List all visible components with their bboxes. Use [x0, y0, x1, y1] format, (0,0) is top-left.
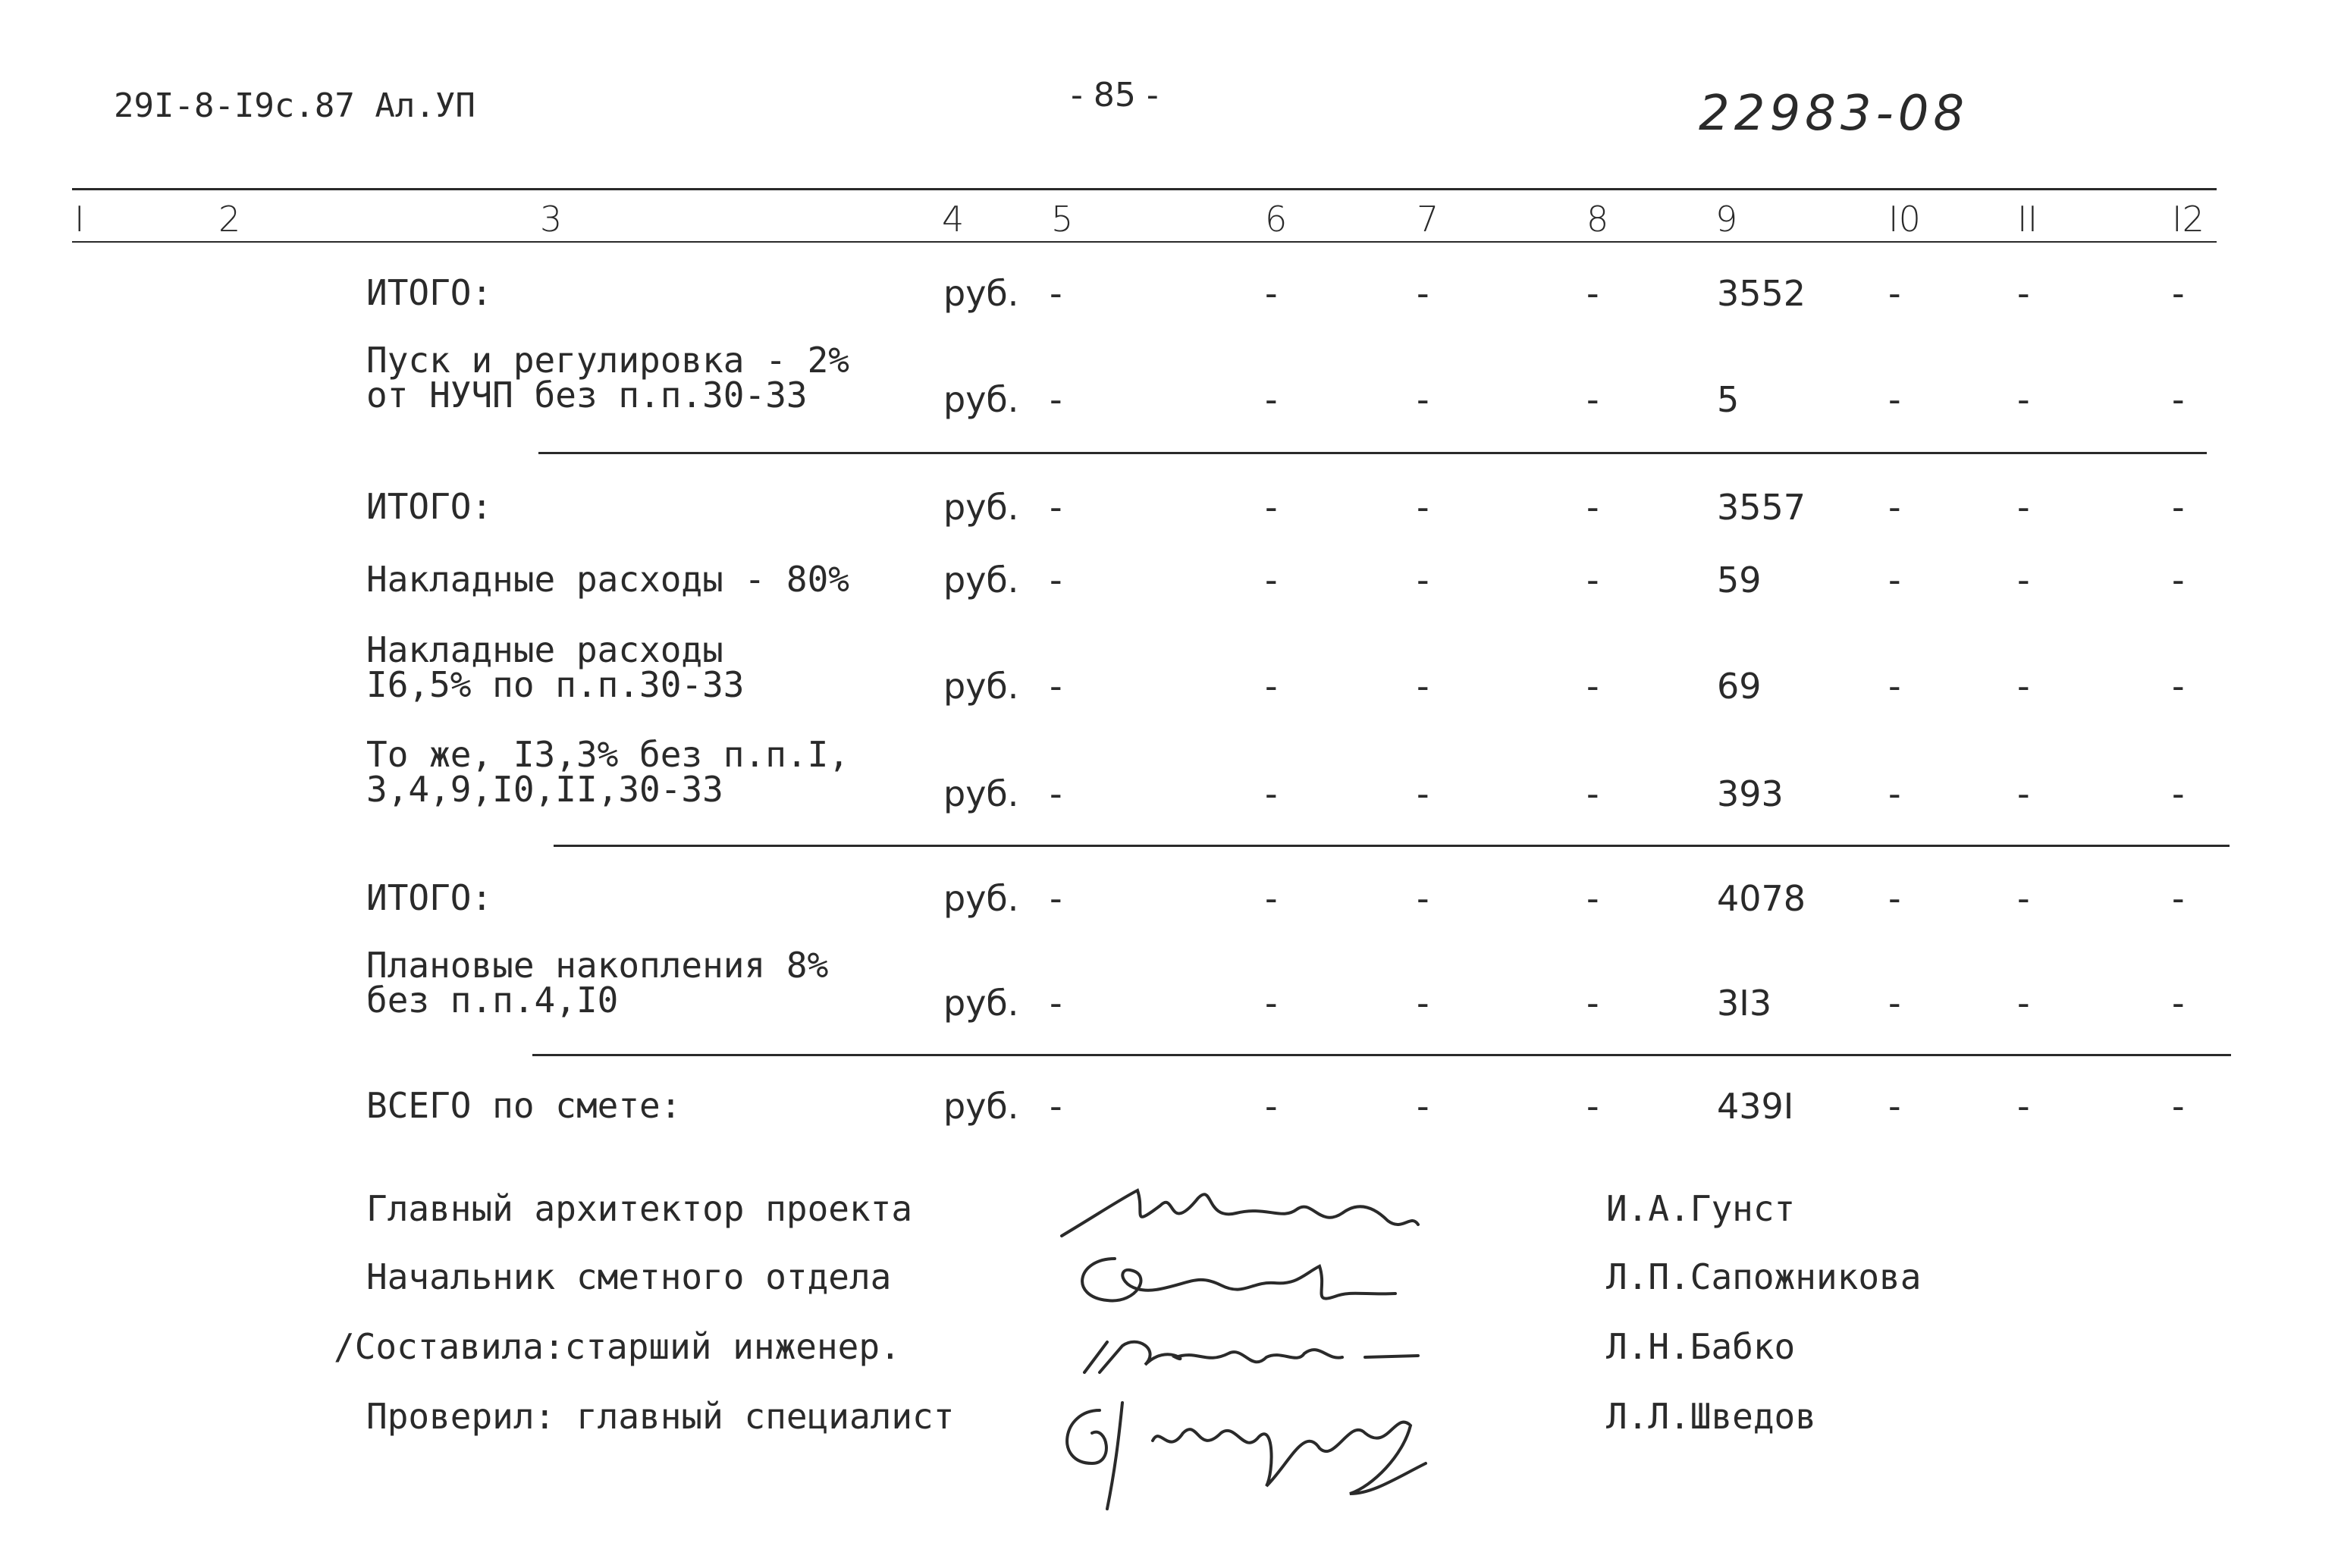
row-col6: - — [1265, 878, 1278, 919]
row-col5: - — [1050, 666, 1062, 707]
row-col7: - — [1417, 773, 1429, 814]
column-number-12: I2 — [2172, 199, 2204, 240]
row-col9: 69 — [1717, 666, 1762, 707]
row-col10: - — [1888, 878, 1901, 919]
row-col8: - — [1586, 560, 1599, 601]
column-number-4: 4 — [942, 199, 965, 240]
row-col12: - — [2172, 487, 2185, 528]
row-col7: - — [1417, 983, 1429, 1024]
row-col10: - — [1888, 560, 1901, 601]
row-col6: - — [1265, 273, 1278, 314]
row-col8: - — [1586, 878, 1599, 919]
row-col9: 393 — [1717, 773, 1784, 814]
row-col10: - — [1888, 666, 1901, 707]
handwritten-signature-4 — [1047, 1380, 1441, 1516]
row-col6: - — [1265, 487, 1278, 528]
row-col11: - — [2017, 1086, 2030, 1127]
signature-role: Проверил: главный специалист — [366, 1396, 955, 1437]
row-col8: - — [1586, 379, 1599, 420]
row-col7: - — [1417, 379, 1429, 420]
row-col11: - — [2017, 666, 2030, 707]
row-col6: - — [1265, 1086, 1278, 1127]
row-col12: - — [2172, 666, 2185, 707]
total-rule — [532, 1054, 2231, 1056]
row-col11: - — [2017, 273, 2030, 314]
row-col10: - — [1888, 773, 1901, 814]
row-col11: - — [2017, 983, 2030, 1024]
row-col12: - — [2172, 983, 2185, 1024]
row-unit: руб. — [943, 1086, 1019, 1127]
row-label: ИТОГО: — [366, 486, 493, 527]
row-col9: 3552 — [1717, 273, 1806, 314]
row-col7: - — [1417, 487, 1429, 528]
row-label: Пуск и регулировка - 2% от НУЧП без п.п.30-33 — [366, 340, 849, 416]
row-label: Накладные расходы I6,5% по п.п.30-33 — [366, 629, 745, 705]
row-unit: руб. — [943, 878, 1019, 919]
row-col11: - — [2017, 487, 2030, 528]
row-label: ВСЕГО по смете: — [366, 1085, 682, 1126]
row-unit: руб. — [943, 560, 1019, 601]
row-unit: руб. — [943, 273, 1019, 314]
document-number: 22983-08 — [1699, 86, 1969, 142]
row-col6: - — [1265, 983, 1278, 1024]
subtotal-rule — [554, 845, 2230, 847]
column-number-7: 7 — [1417, 199, 1439, 240]
signature-name: Л.Н.Бабко — [1606, 1326, 1796, 1367]
row-col5: - — [1050, 773, 1062, 814]
column-number-9: 9 — [1715, 199, 1738, 240]
row-col9: 4078 — [1717, 878, 1806, 919]
signature-name: Л.П.Сапожникова — [1606, 1256, 1922, 1297]
row-col8: - — [1586, 773, 1599, 814]
row-col9: 59 — [1717, 560, 1762, 601]
document-code: 29I-8-I9с.87 Ал.УП — [114, 86, 475, 125]
signature-role: Главный архитектор проекта — [366, 1188, 913, 1229]
row-col10: - — [1888, 1086, 1901, 1127]
row-col9: 3I3 — [1717, 983, 1772, 1024]
row-col5: - — [1050, 487, 1062, 528]
row-col11: - — [2017, 773, 2030, 814]
row-unit: руб. — [943, 983, 1019, 1024]
row-col8: - — [1586, 273, 1599, 314]
row-label: ИТОГО: — [366, 272, 493, 313]
column-number-2: 2 — [218, 199, 241, 240]
column-number-1: I — [74, 199, 85, 240]
row-col12: - — [2172, 379, 2185, 420]
row-col12: - — [2172, 1086, 2185, 1127]
column-number-10: I0 — [1888, 199, 1921, 240]
signature-role: Начальник сметного отдела — [366, 1256, 892, 1297]
column-number-3: 3 — [540, 199, 563, 240]
row-label: ИТОГО: — [366, 877, 493, 918]
row-col5: - — [1050, 273, 1062, 314]
column-header-rule — [72, 241, 2217, 243]
row-col12: - — [2172, 273, 2185, 314]
row-unit: руб. — [943, 379, 1019, 420]
row-col8: - — [1586, 983, 1599, 1024]
row-col9: 3557 — [1717, 487, 1806, 528]
row-col7: - — [1417, 666, 1429, 707]
row-col6: - — [1265, 379, 1278, 420]
row-col12: - — [2172, 773, 2185, 814]
row-col7: - — [1417, 560, 1429, 601]
row-col11: - — [2017, 878, 2030, 919]
row-col5: - — [1050, 878, 1062, 919]
row-col12: - — [2172, 560, 2185, 601]
row-col5: - — [1050, 1086, 1062, 1127]
table-top-rule — [72, 188, 2217, 190]
row-label: Плановые накопления 8% без п.п.4,I0 — [366, 945, 829, 1021]
row-col5: - — [1050, 560, 1062, 601]
row-col11: - — [2017, 379, 2030, 420]
row-col7: - — [1417, 1086, 1429, 1127]
row-col6: - — [1265, 773, 1278, 814]
row-col11: - — [2017, 560, 2030, 601]
row-col10: - — [1888, 983, 1901, 1024]
row-col8: - — [1586, 487, 1599, 528]
row-col7: - — [1417, 273, 1429, 314]
column-number-6: 6 — [1265, 199, 1288, 240]
row-unit: руб. — [943, 773, 1019, 814]
row-col6: - — [1265, 560, 1278, 601]
handwritten-signature-3 — [1077, 1319, 1433, 1388]
page-number: - 85 - — [1071, 76, 1159, 114]
row-col8: - — [1586, 666, 1599, 707]
row-label: Накладные расходы - 80% — [366, 559, 849, 600]
row-col9: 5 — [1717, 379, 1740, 420]
column-number-8: 8 — [1586, 199, 1609, 240]
signature-role: /Составила:старший инженер. — [334, 1326, 901, 1367]
row-col8: - — [1586, 1086, 1599, 1127]
row-unit: руб. — [943, 487, 1019, 528]
signature-name: Л.Л.Шведов — [1606, 1396, 1816, 1437]
row-col6: - — [1265, 666, 1278, 707]
row-col5: - — [1050, 983, 1062, 1024]
subtotal-rule — [538, 452, 2207, 454]
row-col9: 439I — [1717, 1086, 1794, 1127]
row-col5: - — [1050, 379, 1062, 420]
row-label: То же, I3,3% без п.п.I, 3,4,9,I0,II,30-33 — [366, 734, 849, 810]
row-col10: - — [1888, 273, 1901, 314]
column-number-11: II — [2017, 199, 2038, 240]
handwritten-signature-2 — [1062, 1243, 1411, 1327]
row-col10: - — [1888, 379, 1901, 420]
column-number-5: 5 — [1051, 199, 1074, 240]
row-col10: - — [1888, 487, 1901, 528]
signature-name: И.А.Гунст — [1606, 1188, 1796, 1229]
row-col7: - — [1417, 878, 1429, 919]
row-unit: руб. — [943, 666, 1019, 707]
row-col12: - — [2172, 878, 2185, 919]
